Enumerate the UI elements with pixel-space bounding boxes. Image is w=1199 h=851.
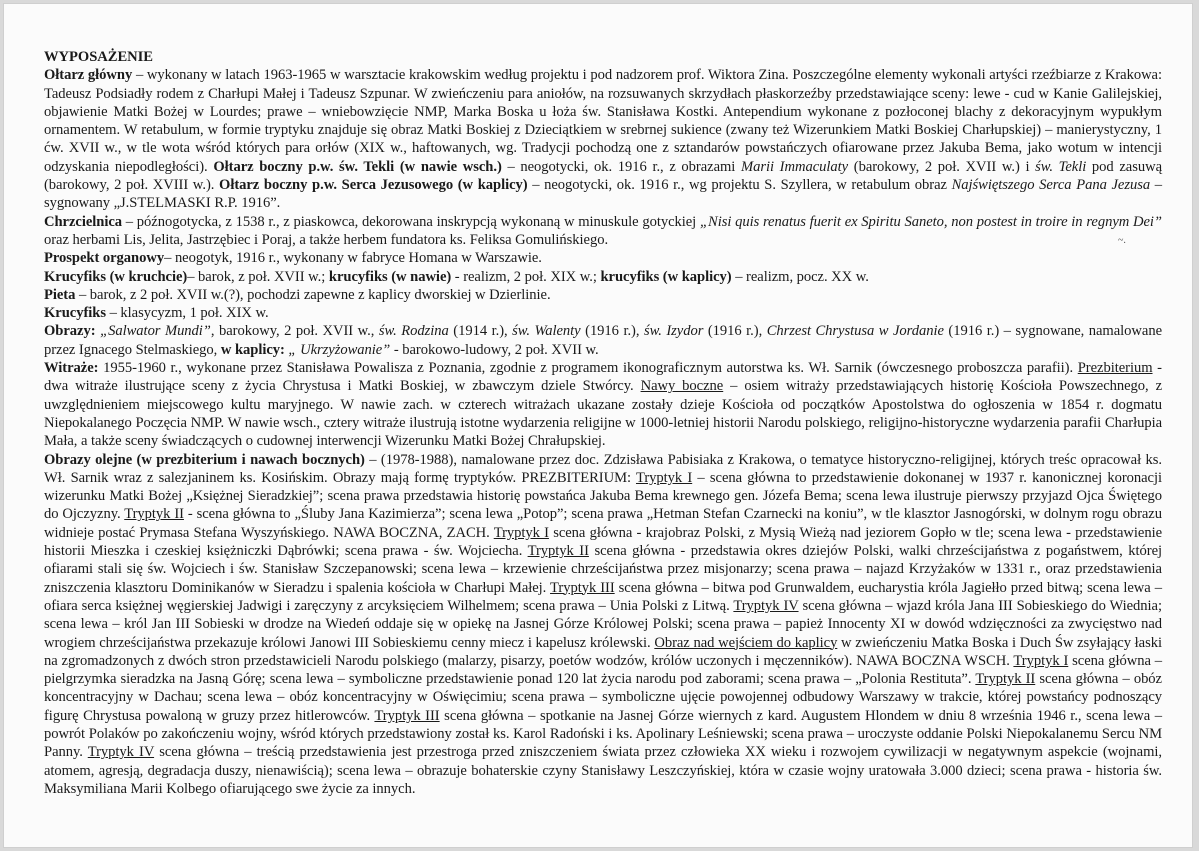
text-tekli-1: – neogotycki, ok. 1916 r., z obrazami <box>501 158 741 175</box>
text-olejne-2: – scena główna to przedstawienie dokonanej w 1937 r. kanonicznej koronacji wizerunku Matki Bożej „Księżnej Sieradzkiej”; scena prawa przedstawia historię powstańca Jakuba Bema krewnego gen. Józefa Bema; scena lewa ilustruje pierwszy przyjazd Ojca Świętego do Ojczyzny. <box>44 469 1162 523</box>
italic-inskrypcja: „Nisi quis renatus fuerit ex Spiritu Saneto, non postest in troire in regnym Dei” <box>699 213 1162 230</box>
text-olejne-6: scena główna – bitwa pod Grunwaldem, eucharystia króla Jagiełło przed bitwą; scena lewa – ofiara serca księżnej węgierskiej Jadwigi i zaręczyny z arcyksięciem Wilhelmem; scena prawa – Unia Polski z Litwą. <box>44 579 1162 614</box>
paragraph-krucyfiksy <box>44 268 1162 286</box>
paragraph-oltarz <box>44 66 1162 212</box>
section-heading: WYPOSAŻENIE <box>44 49 153 65</box>
underline-obraz-nad-wejsciem: Obraz nad wejściem do kaplicy <box>654 634 838 651</box>
label-krucyfiks-kruchta: Krucyfiks (w kruchcie) <box>44 268 188 285</box>
paragraph-pieta <box>44 286 1162 304</box>
underline-prezbiterium: Prezbiterium <box>1077 360 1153 377</box>
text-olejne-12: scena główna – treścią przedstawienia jest przestroga przed zniszczeniem świata przez człowieka XX wieku i rozwojem cywilizacji w negatywnym aspekcie (wojnami, atomem, agresją, degradacja duszy, nienawiścią); scena lewa – obrazuje bohaterskie czyny Stanisławy Leszczyńskiej, która w czasie wojny uratowała 3.000 dzieci; scena prawa - historia św. Maksymiliana Marii Kolbego ofiarującego swe życie za innych. <box>44 744 1162 797</box>
label-krucyfiks-nawa: krucyfiks (w nawie) <box>328 268 452 285</box>
text-krucyfiks-1: – barok, z poł. XVII w.; <box>187 268 329 285</box>
text-obrazy-1: , barokowy, 2 poł. XVII w., <box>210 323 379 340</box>
text-krucyfiks-2: - realizm, 2 poł. XIX w.; <box>451 268 601 285</box>
text-serca-2: – sygnowany „J.STELMASKI R.P. 1916”. <box>44 177 1162 212</box>
text-chrzcielnica-1: – późnogotycka, z 1538 r., z piaskowca, dekorowana inskrypcją wykonaną w minuskule gotyckiej <box>122 213 700 230</box>
italic-ukrzyzowanie: „ Ukrzyżowanie” <box>284 341 391 358</box>
label-pieta: Pieta <box>44 286 76 303</box>
label-oltarz-tekli: Ołtarz boczny p.w. św. Tekli (w nawie wsch.) <box>213 158 502 175</box>
italic-sw-walenty: św. Walenty <box>512 323 581 340</box>
text-obrazy-3: (1916 r.), <box>580 323 644 340</box>
label-obrazy: Obrazy: <box>44 323 96 340</box>
underline-tryptyk: Tryptyk II <box>975 671 1036 688</box>
scanned-page <box>3 3 1193 848</box>
underline-tryptyk: Tryptyk I <box>635 469 693 486</box>
underline-tryptyk: Tryptyk I <box>1013 652 1069 669</box>
text-obrazy-5: (1916 r.) – sygnowane, namalowane przez Ignacego Stelmaskiego, <box>44 323 1162 358</box>
text-prospekt: – neogotyk, 1916 r., wykonany w fabryce Homana w Warszawie. <box>164 250 542 267</box>
text-olejne-10: scena główna – obóz koncentracyjny w Dachau; scena lewa – obóz koncentracyjny w Oświęcimiu; scena prawa – symboliczne ujęcie powojennej odbudowy Warszawy w trakcie, której powstańcy podnoszący figurę Chrystusa powaloną w gruzy przez hitlerowców. <box>44 671 1162 724</box>
underline-nawy-boczne: Nawy boczne <box>640 378 724 395</box>
paragraph-krucyfiks-klasycyzm <box>44 304 1162 322</box>
text-serca-1: – neogotycki, ok. 1916 r., wg projektu S. Szyllera, w retabulum obraz <box>527 177 952 194</box>
text-witraze-1: 1955-1960 r., wykonane przez Stanisława Powalisza z Poznania, zgodnie z programem ikonograficznym autorstwa ks. Wł. Sarnik (ówczesnego proboszcza parafii). <box>98 360 1078 377</box>
label-oltarz-glowny: Ołtarz główny <box>44 67 133 84</box>
underline-tryptyk: Tryptyk IV <box>733 597 799 614</box>
text-olejne-7: scena główna – wjazd króla Jana III Sobieskiego do Wiednia; scena lewa – król Jan III Sobieski w drodze na Wiedeń oddaje się w opiekę na Jasnej Górze Królowej Polski; scena prawa – papież Innocenty XI w dowód wdzięczności za zwycięstwo nad wrogiem chrześcijaństwa przekazuje królowi Janowi III Sobieskiemu cenny miecz i kapelusz królewski. <box>44 597 1162 651</box>
underline-tryptyk: Tryptyk II <box>124 506 184 523</box>
text-krucyfiks-3: – realizm, pocz. XX w. <box>731 268 869 285</box>
text-olejne-9: scena główna – pielgrzymka sieradzka na Jasną Górę; scena lewa – symboliczne przedstawienie ponad 120 lat życia narodu pod zaborami; scena prawa – „Polonia Restituta”. <box>44 652 1163 688</box>
text-olejne-5: scena główna - przedstawia okres dziejów Polski, walki chrześcijaństwa z pogaństwem, której ofiarami stali się św. Wojciech i św. Stanisław Szczepanowski; scena lewa – krzewienie chrześcijaństwa przez misjonarzy; scena prawa – najazd Krzyżaków w 1331 r., oraz przedstawienia zniszczenia klasztoru Dominikanów w Sieradzu i spalenia kościoła w Charłupi Małej. <box>44 543 1162 596</box>
text-olejne-1: – (1978-1988), namalowane przez doc. Zdzisława Pabisiaka z Krakowa, o tematyce historyczno-religijnej, których treśc opracował ks. Wł. Sarnik wraz z salezjaninem ks. Kosińskim. Obrazy mają formę tryptyków. PREZBITERIUM: <box>44 451 1162 486</box>
label-krucyfiks-kaplica: krucyfiks (w kaplicy) <box>600 268 732 285</box>
italic-serca-pana-jezusa: Najświętszego Serca Pana Jezusa <box>951 177 1151 194</box>
text-tekli-2: (barokowy, 2 poł. XVII w.) i <box>848 158 1036 175</box>
text-tekli-3: pod zasuwą (barokowy, 2 poł. XVIII w.). <box>44 158 1162 194</box>
text-pieta: – barok, z 2 poł. XVII w.(?), pochodzi zapewne z kaplicy dworskiej w Dzierlinie. <box>75 286 551 303</box>
underline-tryptyk: Tryptyk IV <box>87 744 155 761</box>
text-witraze-3: – osiem witraży przedstawiających historię Kościoła Powszechnego, z uwzględnieniem miejscowego kultu maryjnego. W nawie zach. w czterech witrażach ukazane zostały dzieje Kościoła od początków Apostolstwa do ogłoszenia w 1854 r. dogmatu Niepokalanego Poczęcia NMP. W nawie wsch., cztery witraże ilustrują istotne wydarzenia religijne w 1000-letniej historii Narodu polskiego, religijno-historyczne wydarzenia parafii Charłupia Mała, a także sceny świadczących o cudownej interwencji Wizerunku Matki Bożej Chrałupskiej. <box>44 378 1163 450</box>
text-obrazy-4: (1916 r.), <box>703 323 767 340</box>
label-w-kaplicy: w kaplicy: <box>220 341 285 358</box>
text-olejne-3: - scena główna to „Śluby Jana Kazimierza”; scena lewa „Potop”; scena prawa „Hetman Stefan Czarnecki na koniu”, w tle klasztor Jasnogórski, w dolnym rogu obrazu widnieje postać Prymasa Stefana Wyszyńskiego. NAWA BOCZNA, ZACH. <box>44 506 1162 541</box>
text-witraze-2: - dwa witraże ilustrujące sceny z życia Chrystusa i Matki Boskiej, w zbawczym dziele Stwórcy. <box>44 360 1162 395</box>
italic-marii-immaculaty: Marii Immaculaty <box>741 158 849 175</box>
text-obrazy-6: - barokowo-ludowy, 2 poł. XVII w. <box>390 341 599 358</box>
underline-tryptyk: Tryptyk III <box>550 579 615 596</box>
italic-sw-tekli: św. Tekli <box>1035 158 1087 175</box>
italic-sw-rodzina: św. Rodzina <box>378 323 449 340</box>
label-oltarz-serca: Ołtarz boczny p.w. Serca Jezusowego (w kaplicy) <box>219 177 528 194</box>
underline-tryptyk: Tryptyk III <box>374 707 440 724</box>
scan-artifact-mark: ~. <box>1118 235 1126 246</box>
text-oltarz-1: – wykonany w latach 1963-1965 w warsztacie krakowskim według projektu i pod nadzorem prof. Wiktora Zina. Poszczególne elementy wykonali artyści rzeźbiarze z Krakowa: Tadeusz Podsiadły rodem z Charłupi Małej i Tadeusz Szpunar. W zwieńczeniu para aniołów, na rozsuwanych skrzydłach płaskorzeźby przedstawiające sceny: lewe - cud w Kanie Galilejskiej, objawienie Matki Bożej w Lourdes; prawe – wniebowzięcie NMP, Marka Boska u łoża św. Stanisława Kostki. Antependium wykonane z pozłoconej blachy z dekoracyjnym wypukłym ornamentem. W retabulum, w formie tryptyku znajduje się obraz Matki Boskiej z Dzieciątkiem w srebrnej sukience (zwany też Wizerunkiem Matki Boskiej Charłupskiej) – manierystyczny, 1 ćw. XVII w., w tle wota wśród których para orłów (XIX w., haftowanych, wg. Tradycji pochodzą one z sztandarów powstańczych ofiarowane przez Jakuba Bema, jako wotum w intencji odzyskania niepodległości). <box>44 67 1162 175</box>
italic-chrzest: Chrzest Chrystusa w Jordanie <box>766 323 944 340</box>
paragraph-obrazy <box>44 322 1162 359</box>
label-prospekt: Prospekt organowy <box>44 250 165 267</box>
label-krucyfiks: Krucyfiks <box>44 305 106 322</box>
paragraph-obrazy-olejne <box>44 451 1162 799</box>
underline-tryptyk: Tryptyk II <box>527 543 589 560</box>
label-witraze: Witraże: <box>44 360 99 377</box>
text-olejne-11: scena główna – spotkanie na Jasnej Górze wiernych z kard. Augustem Hlondem w dniu 8 września 1946 r., scena lewa – powrót Polaków po zakończeniu wojny, wśród których przedstawiony został ks. Karol Radoński i ks. Apolinary Leśniewski; scena prawa – uroczyste oddanie Polski Niepokalanemu Sercu NM Panny. <box>44 707 1162 761</box>
italic-sw-izydor: św. Izydor <box>643 323 704 340</box>
underline-tryptyk: Tryptyk I <box>493 524 549 541</box>
text-chrzcielnica-2: oraz herbami Lis, Jelita, Jastrzębiec i Poraj, a także herbem fundatora ks. Feliksa Gomulińskiego. <box>44 231 609 248</box>
label-obrazy-olejne: Obrazy olejne (w prezbiterium i nawach bocznych) <box>44 451 365 468</box>
paragraph-prospekt <box>44 249 1162 267</box>
paragraph-witraze <box>44 359 1162 450</box>
italic-salwator-mundi: „Salwator Mundi” <box>100 323 211 340</box>
text-olejne-8: w zwieńczeniu Matka Boska i Duch Św zsyłający łaski na zgromadzonych z dwóch stron przedstawicieli Narodu polskiego (malarzy, pisarzy, poetów wodzów, królów uczonych i męczenników). NAWA BOCZNA WSCH. <box>44 634 1162 669</box>
text-obrazy-2: (1914 r.), <box>448 323 513 340</box>
text-olejne-4: scena główna - krajobraz Polski, z Mysią Wieżą nad jeziorem Gopło w tle; scena lewa - przedstawienie historii Mieszka i czeskiej księżniczki Dąbrówki; scena prawa - św. Wojciecha. <box>44 524 1162 560</box>
text-krucyfiks-klasycyzm: – klasycyzm, 1 poł. XIX w. <box>105 305 269 322</box>
paragraph-chrzcielnica <box>44 213 1162 250</box>
label-chrzcielnica: Chrzcielnica <box>44 213 123 230</box>
document-body <box>44 48 1162 798</box>
